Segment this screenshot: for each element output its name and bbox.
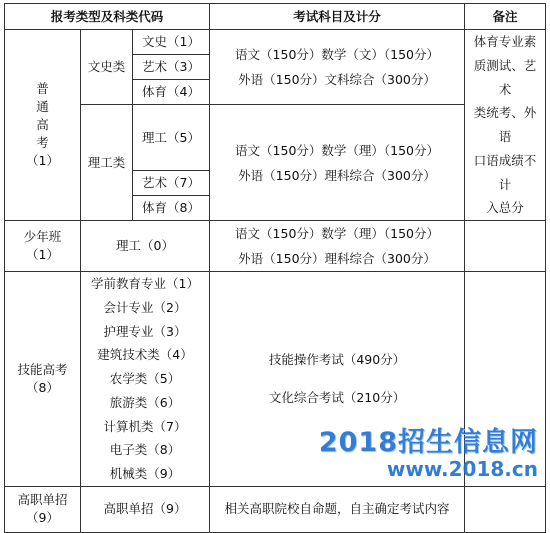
- ligong-label: 理工类: [81, 105, 133, 221]
- table-row: [5, 221, 546, 272]
- putong-label: [5, 30, 81, 221]
- note-line: 口语成绩不计: [473, 152, 537, 192]
- exam-subjects-table: [4, 3, 546, 533]
- ligong-item: 艺术（7）: [133, 171, 210, 196]
- putong-label-char: （1）: [26, 153, 59, 169]
- label-line: （1）: [26, 247, 59, 262]
- gaozhi-item: 高职单招（9）: [81, 486, 210, 532]
- subject-line: 文化综合考试（210分）: [268, 389, 406, 405]
- list-item: 电子类（8）: [109, 442, 181, 458]
- list-item: 农学类（5）: [109, 371, 181, 386]
- putong-label-char: 考: [36, 135, 49, 151]
- label-line: 高职单招: [17, 492, 68, 508]
- jineng-note: [465, 272, 546, 487]
- subject-line: 技能操作考试（490分）: [268, 351, 406, 367]
- wenshi-item: 文史（1）: [133, 30, 210, 55]
- list-item: 建筑技术类（4）: [97, 347, 193, 363]
- putong-label-char: 高: [36, 116, 49, 132]
- putong-note: [465, 30, 546, 221]
- list-item: 机械类（9）: [109, 466, 181, 481]
- label-line: 少年班: [23, 228, 62, 244]
- ligong-subjects: [210, 105, 465, 221]
- subject-line: 外语（150分）理科综合（300分）: [238, 167, 436, 183]
- header-type-code: 报考类型及科类代码: [5, 4, 210, 30]
- shaonian-note: [465, 221, 546, 272]
- gaozhi-subject: 相关高职院校自命题，自主确定考试内容: [210, 486, 465, 532]
- subject-line: 外语（150分）文科综合（300分）: [238, 72, 436, 87]
- putong-label-char: 普: [36, 80, 49, 96]
- wenshi-item: 艺术（3）: [133, 55, 210, 80]
- header-notes: 备注: [465, 4, 546, 30]
- jineng-items: [81, 272, 210, 487]
- label-line: 技能高考: [17, 361, 68, 377]
- table-row: [5, 486, 546, 532]
- watermark-title: 2018招生信息网: [318, 427, 538, 458]
- list-item: 旅游类（6）: [109, 394, 181, 410]
- list-item: 护理专业（3）: [103, 323, 187, 339]
- gaozhi-label: [5, 486, 81, 532]
- table-row: [5, 30, 546, 55]
- list-item: 计算机类（7）: [103, 418, 187, 434]
- label-line: （8）: [26, 379, 59, 395]
- note-line: 类统考、外语: [473, 105, 537, 144]
- ligong-item: 体育（8）: [133, 196, 210, 221]
- wenshi-item: 体育（4）: [133, 80, 210, 105]
- list-item: 学前教育专业（1）: [91, 276, 199, 291]
- subject-line: 语文（150分）数学（文）（150分）: [235, 47, 440, 62]
- gaozhi-note: [465, 486, 546, 532]
- list-item: 会计专业（2）: [103, 299, 187, 315]
- watermark-url: www.2018.cn: [386, 457, 538, 481]
- wenshi-subjects: [210, 30, 465, 105]
- subject-line: 外语（150分）理科综合（300分）: [238, 251, 436, 266]
- wenshi-label: 文史类: [81, 30, 133, 105]
- subject-line: 语文（150分）数学（理）（150分）: [235, 142, 440, 158]
- jineng-label: [5, 272, 81, 487]
- subject-line: 语文（150分）数学（理）（150分）: [235, 226, 440, 241]
- header-subjects: 考试科目及计分: [210, 4, 465, 30]
- table-row: [5, 105, 546, 171]
- note-line: 质测试、艺术: [473, 57, 537, 97]
- shaonian-subjects: [210, 221, 465, 272]
- note-line: 体育专业素: [473, 34, 537, 49]
- label-line: （9）: [26, 510, 59, 526]
- header-row: [5, 4, 546, 30]
- shaonian-item: 理工（0）: [81, 221, 210, 272]
- jineng-subjects: [210, 272, 465, 487]
- ligong-item: 理工（5）: [133, 105, 210, 171]
- note-line: 入总分: [486, 200, 524, 216]
- putong-label-char: 通: [36, 98, 49, 114]
- table-row: [5, 272, 546, 487]
- shaonian-label: [5, 221, 81, 272]
